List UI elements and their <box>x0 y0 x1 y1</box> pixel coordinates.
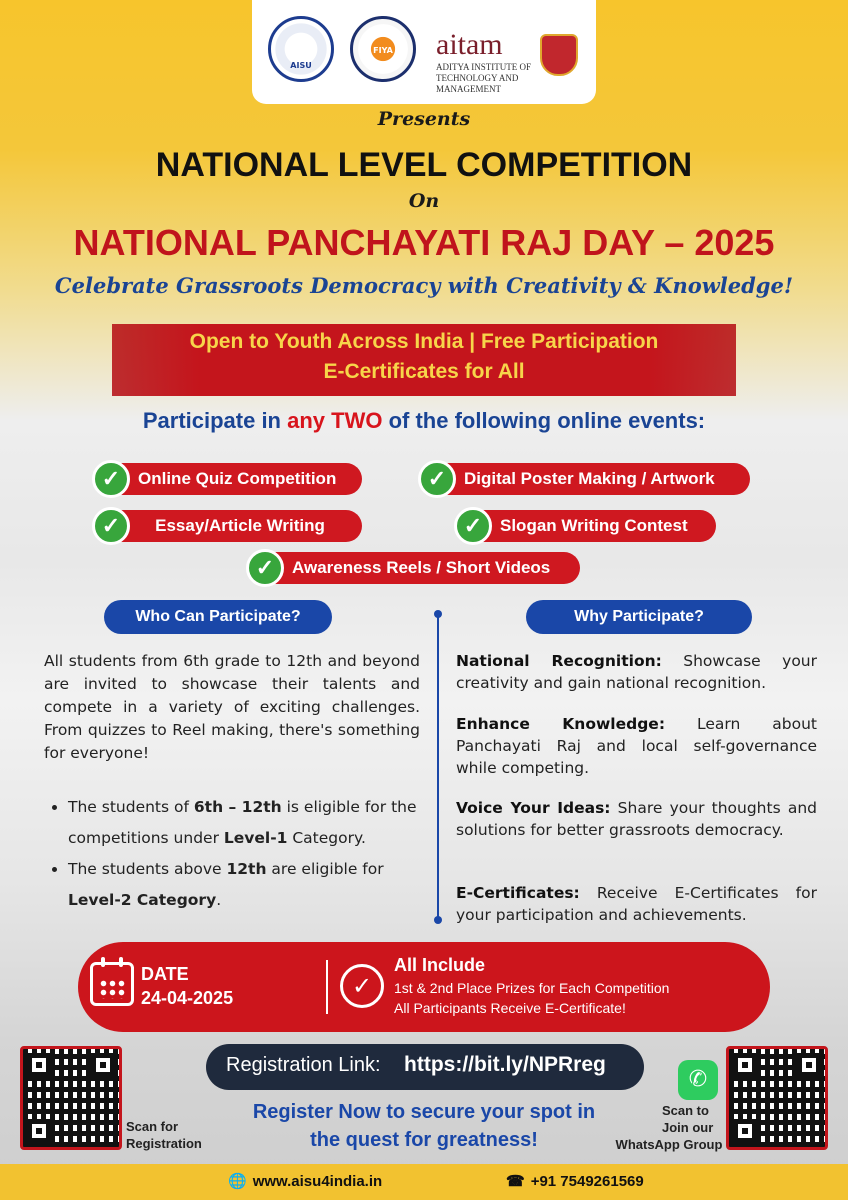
who-heading: Who Can Participate? <box>104 600 332 634</box>
who-paragraph: All students from 6th grade to 12th and beyond are invited to showcase their talents and compete in a variety of exciting challenges. From quizzes to Reel making, there's something for everyone! <box>44 652 420 762</box>
footer-bar <box>0 1164 848 1200</box>
info-divider <box>326 960 328 1014</box>
eligibility-list <box>46 792 436 916</box>
scan-whatsapp-label: Scan to Join our WhatsApp Group <box>615 1103 723 1152</box>
aitam-full-name: ADITYA INSTITUTE OF TECHNOLOGY AND MANAGEMENT <box>436 62 531 94</box>
presents-text: Presents <box>377 108 471 130</box>
check-icon: ✓ <box>92 460 130 498</box>
event-pill-quiz <box>101 463 362 495</box>
why-item-recognition: National Recognition: Showcase your creativity and gain national recognition. <box>456 652 817 692</box>
footer-phone[interactable] <box>506 1172 644 1190</box>
aitam-crest-icon <box>540 34 578 76</box>
whatsapp-icon: ✆ <box>678 1060 718 1100</box>
list-item: • The students above 12th are eligible for Level-2 Category. <box>68 854 436 916</box>
why-item-knowledge: Enhance Knowledge: Learn about Panchayati Raj and local self-governance while competing. <box>456 715 817 777</box>
eligibility-banner <box>112 324 736 396</box>
scan-registration-label: Scan for Registration <box>126 1119 202 1151</box>
website-text[interactable]: www.aisu4india.in <box>252 1173 383 1190</box>
check-icon: ✓ <box>246 549 284 587</box>
check-icon: ✓ <box>92 507 130 545</box>
aisu-logo: AISU <box>268 16 334 82</box>
medal-check-icon: ✓ <box>340 964 384 1008</box>
title-line-2: NATIONAL PANCHAYATI RAJ DAY – 2025 <box>73 222 775 263</box>
include-line-1: 1st & 2nd Place Prizes for Each Competition <box>394 980 670 996</box>
date-label: DATE <box>141 964 189 984</box>
cta-line-2: the quest for greatness! <box>310 1129 538 1151</box>
title-line-1: NATIONAL LEVEL COMPETITION <box>155 146 693 184</box>
registration-link-bar <box>206 1044 644 1090</box>
tagline: Celebrate Grassroots Democracy with Creativity & Knowledge! <box>54 273 794 298</box>
check-icon: ✓ <box>418 460 456 498</box>
check-icon: ✓ <box>454 507 492 545</box>
cta-line-1: Register Now to secure your spot in <box>252 1101 596 1123</box>
event-pill-reels <box>255 552 580 584</box>
why-heading: Why Participate? <box>526 600 752 634</box>
include-line-2: All Participants Receive E-Certificate! <box>394 1000 626 1016</box>
event-pill-poster <box>427 463 750 495</box>
logo-header <box>252 0 596 104</box>
event-pill-essay <box>101 510 362 542</box>
divider-dot-top <box>434 610 442 618</box>
phone-icon: ☎ <box>506 1173 525 1190</box>
banner-line-1: Open to Youth Across India | Free Participation <box>189 330 659 353</box>
registration-label: Registration Link: <box>226 1054 381 1076</box>
why-item-certificates: E-Certificates: Receive E-Certificates for your participation and achievements. <box>456 884 817 924</box>
aitam-logo-text: aitam <box>436 28 503 61</box>
participate-prefix: Participate in <box>142 408 288 433</box>
event-label: Online Quiz Competition <box>138 469 337 488</box>
include-title: All Include <box>394 955 486 975</box>
divider-dot-bottom <box>434 916 442 924</box>
whatsapp-qr-code[interactable] <box>726 1046 828 1150</box>
event-label: Slogan Writing Contest <box>500 516 688 535</box>
event-pill-slogan <box>463 510 716 542</box>
globe-icon: 🌐 <box>228 1173 247 1190</box>
participate-highlight: any TWO <box>287 408 383 433</box>
list-item: • The students of 6th – 12th is eligible for the competitions under Level-1 Category. <box>68 792 436 854</box>
participate-suffix: of the following online events: <box>382 408 706 433</box>
date-value: 24-04-2025 <box>141 988 234 1008</box>
on-text: On <box>408 190 440 212</box>
banner-line-2: E-Certificates for All <box>323 360 525 383</box>
column-divider <box>437 612 439 922</box>
calendar-icon <box>90 962 134 1006</box>
phone-text[interactable]: +91 7549261569 <box>530 1173 644 1190</box>
participate-heading <box>0 408 848 434</box>
why-item-ideas: Voice Your Ideas: Share your thoughts and solutions for better grassroots democracy. <box>456 799 817 839</box>
event-label: Awareness Reels / Short Videos <box>292 558 551 577</box>
event-label: Digital Poster Making / Artwork <box>464 469 715 488</box>
footer-website[interactable] <box>228 1172 382 1190</box>
event-label: Essay/Article Writing <box>155 516 325 535</box>
fiya-logo: FIYA <box>350 16 416 82</box>
registration-link[interactable]: https://bit.ly/NPRreg <box>404 1053 606 1076</box>
